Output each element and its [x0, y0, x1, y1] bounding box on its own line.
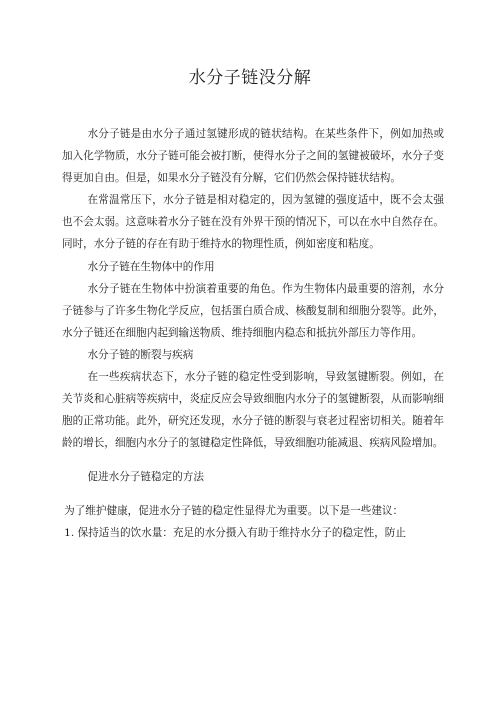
document-body: [62, 123, 444, 544]
paragraph-intro: 水分子链是由水分子通过氢键形成的链状结构。在某些条件下，例如加热或加入化学物质，水分子链可能会被打断，使得水分子之间的氢键被破坏，水分子变得更加自由。但是，如果水分子链没有分解，它们仍然会保持链状结构。: [62, 128, 444, 185]
list-item-water-intake: 1. 保持适当的饮水量：充足的水分摄入有助于维持水分子的稳定性，防止: [64, 526, 406, 539]
section-text-biology: 水分子链在生物体中扮演着重要的角色。作为生物体内最重要的溶剂，水分子链参与了许多生物化学反应，包括蛋白质合成、核酸复制和细胞分裂等。此外，水分子链还在细胞内起到输送物质、维持细胞内稳态和抵抗外部压力等作用。: [62, 282, 444, 339]
document-title: 水分子链没分解: [188, 68, 312, 88]
section-intro-methods: 为了维护健康，促进水分子链的稳定性显得尤为重要。以下是一些建议：: [64, 504, 404, 517]
section-text-disease: 在一些疾病状态下，水分子链的稳定性受到影响，导致氢键断裂。例如，在关节炎和心脏病等疾病中，炎症反应会导致细胞内水分子的氢键断裂，从而影响细胞的正常功能。此外，研究还发现，水分子链的断裂与衰老过程密切相关。随着年龄的增长，细胞内水分子的氢键稳定性降低，导致细胞功能减退、疾病风险增加。: [62, 371, 444, 450]
section-heading-disease: 水分子链的断裂与疾病: [87, 348, 194, 361]
section-heading-biology: 水分子链在生物体中的作用: [87, 260, 215, 273]
section-heading-methods: 促进水分子链稳定的方法: [87, 471, 204, 484]
paragraph-stability: 在常温常压下，水分子链是相对稳定的，因为氢键的强度适中，既不会太强也不会太弱。这意味着水分子链在没有外界干预的情况下，可以在水中自然存在。同时，水分子链的存在有助于维持水的物理性质，例如密度和粘度。: [62, 194, 444, 251]
